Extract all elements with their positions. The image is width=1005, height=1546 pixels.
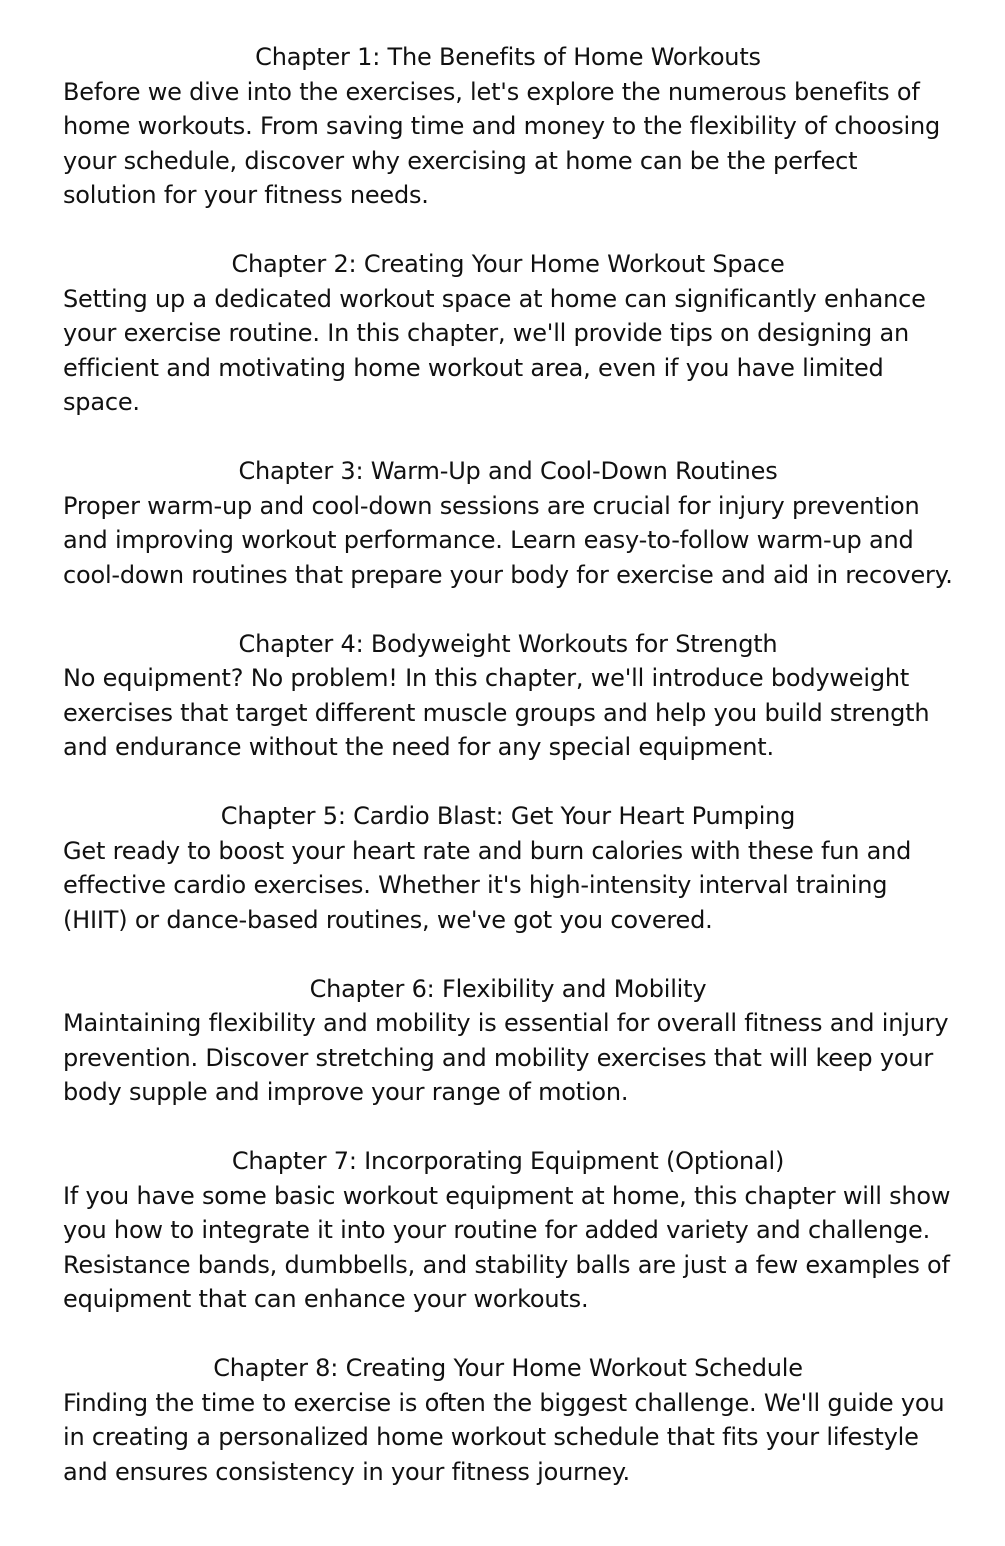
chapter-title: Chapter 6: Flexibility and Mobility bbox=[309, 974, 707, 1003]
chapter-body: If you have some basic workout equipment at home, this chapter will show you how to integrate it into your routine for added variety and challenge. Resistance bands, dumbbells, and stability balls are just a few examples of equipment that can enhance your workouts. bbox=[63, 1181, 951, 1313]
chapter-body: Maintaining flexibility and mobility is essential for overall fitness and injury prevention. Discover stretching and mobility exercises that will keep your body supple and improve your range of motion. bbox=[63, 1009, 949, 1106]
chapter-title: Chapter 1: The Benefits of Home Workouts bbox=[255, 43, 761, 71]
chapter-body: Get ready to boost your heart rate and burn calories with these fun and effective cardio exercises. Whether it's high-intensity interval training (HIIT) or dance-based routines, we've got you covered. bbox=[63, 836, 912, 934]
chapter-title: Chapter 2: Creating Your Home Workout Space bbox=[231, 250, 785, 278]
chapter-title: Chapter 3: Warm-Up and Cool-Down Routines bbox=[238, 457, 778, 485]
chapter-title: Chapter 4: Bodyweight Workouts for Strength bbox=[238, 629, 778, 658]
chapter-2 bbox=[63, 247, 953, 420]
chapter-body: Setting up a dedicated workout space at home can significantly enhance your exercise routine. In this chapter, we'll provide tips on designing an efficient and motivating home workout area, even if you have limited space. bbox=[63, 284, 926, 416]
chapter-6 bbox=[63, 972, 953, 1110]
chapter-3 bbox=[63, 454, 953, 592]
chapter-4 bbox=[63, 627, 953, 765]
chapter-1 bbox=[63, 40, 953, 213]
chapter-body: No equipment? No problem! In this chapter, we'll introduce bodyweight exercises that target different muscle groups and help you build strength and endurance without the need for any special equipment. bbox=[63, 664, 930, 761]
chapter-title: Chapter 8: Creating Your Home Workout Schedule bbox=[213, 1354, 803, 1382]
chapter-body: Proper warm-up and cool-down sessions are crucial for injury prevention and improving workout performance. Learn easy-to-follow warm-up and cool-down routines that prepare your body for exercise and aid in recovery. bbox=[63, 491, 953, 589]
document-page bbox=[63, 40, 953, 1524]
chapter-body: Finding the time to exercise is often the biggest challenge. We'll guide you in creating a personalized home workout schedule that fits your lifestyle and ensures consistency in your fitness journey. bbox=[63, 1388, 945, 1486]
chapter-body: Before we dive into the exercises, let's explore the numerous benefits of home workouts. From saving time and money to the flexibility of choosing your schedule, discover why exercising at home can be the perfect solution for your fitness needs. bbox=[63, 77, 941, 209]
chapter-8 bbox=[63, 1351, 953, 1489]
chapter-7 bbox=[63, 1144, 953, 1317]
chapter-title: Chapter 5: Cardio Blast: Get Your Heart Pumping bbox=[220, 802, 796, 830]
chapter-title: Chapter 7: Incorporating Equipment (Optional) bbox=[231, 1147, 785, 1175]
chapter-5 bbox=[63, 799, 953, 937]
